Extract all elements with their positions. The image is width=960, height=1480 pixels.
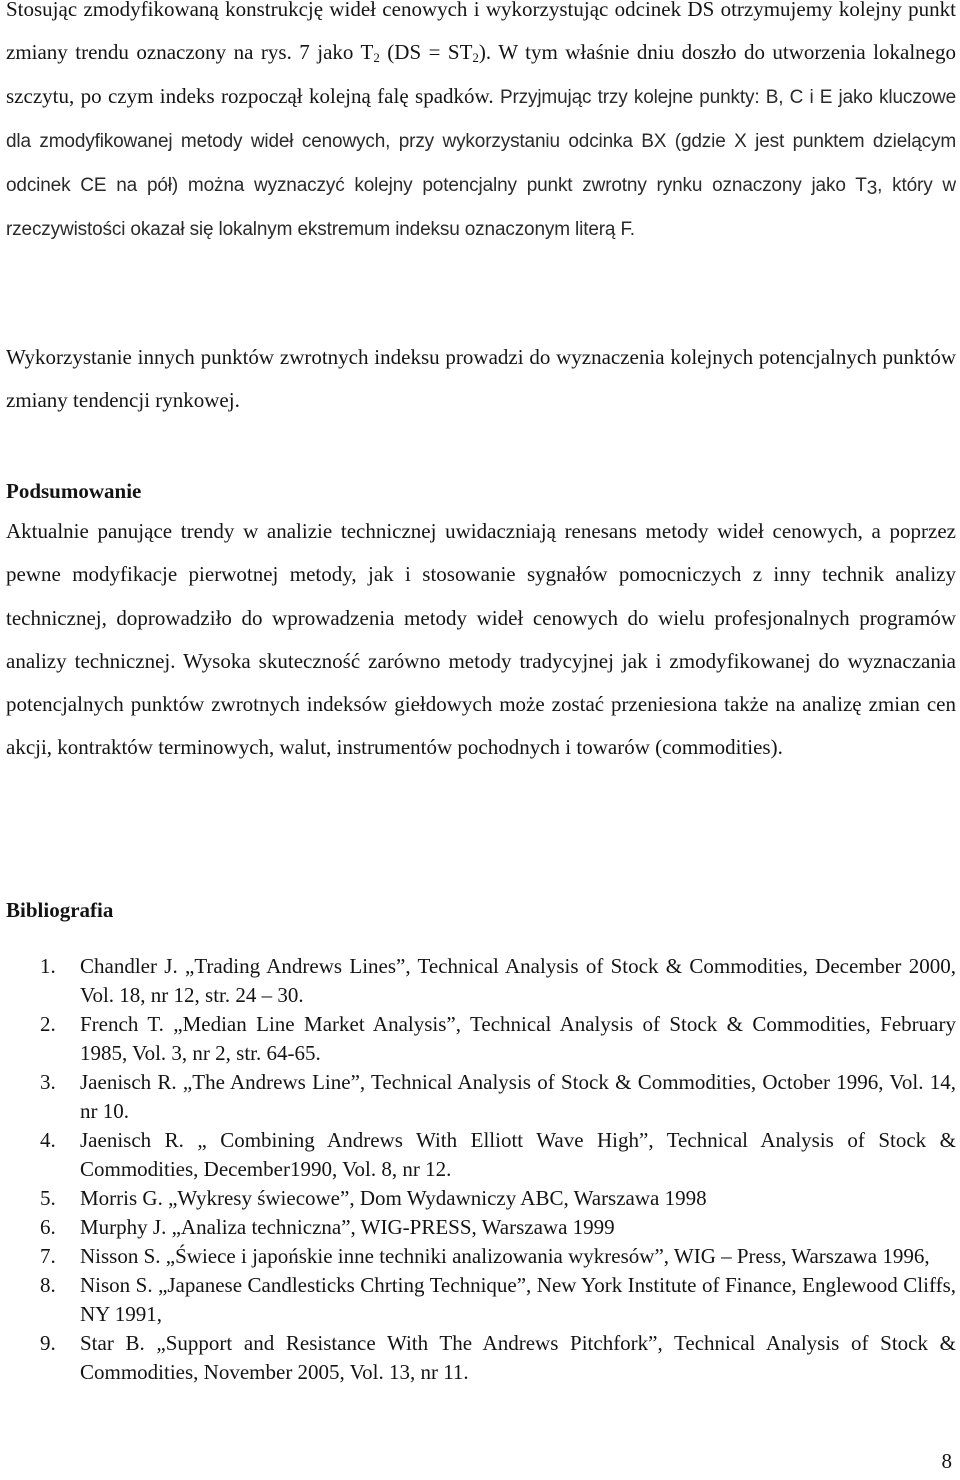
bibliography-item-number: 2. — [40, 1012, 56, 1036]
bibliography-item-text: Jaenisch R. „The Andrews Line”, Technical Analysis of Stock & Commodities, October 1996, Vol. 14, nr 10. — [80, 1070, 956, 1123]
bibliography-heading: Bibliografia — [6, 898, 114, 922]
bibliography-item-number: 5. — [40, 1186, 56, 1210]
paragraph-text-part: Stosując zmodyfikowaną konstrukcję wideł cenowych i wykorzystując odcinek DS otrzymujemy kolejny punkt zmiany trendu oznaczony na rys. 7 jako T — [6, 0, 956, 65]
bibliography-list — [0, 952, 960, 1387]
bibliography-item-text: French T. „Median Line Market Analysis”, Technical Analysis of Stock & Commodities, February 1985, Vol. 3, nr 2, str. 64-65. — [80, 1012, 956, 1065]
bibliography-item-text: Nison S. „Japanese Candlesticks Chrting Technique”, New York Institute of Finance, Englewood Cliffs, NY 1991, — [80, 1273, 956, 1326]
subscript: 3 — [866, 178, 878, 200]
bibliography-item-number: 7. — [40, 1244, 56, 1268]
bibliography-item-number: 6. — [40, 1215, 56, 1239]
bibliography-item-number: 1. — [40, 954, 56, 978]
subscript: 2 — [373, 50, 380, 66]
bibliography-item — [0, 1329, 960, 1387]
paragraph-text: Wykorzystanie innych punktów zwrotnych indeksu prowadzi do wyznaczenia kolejnych potencjalnych punktów zmiany tendencji rynkowej. — [6, 345, 956, 413]
paragraph-other-turning-points — [6, 336, 956, 423]
summary-paragraph — [6, 510, 956, 770]
bibliography-item-text: Star B. „Support and Resistance With The Andrews Pitchfork”, Technical Analysis of Stock & Commodities, November 2005, Vol. 13, nr 11. — [80, 1331, 956, 1384]
bibliography-item-text: Morris G. „Wykresy świecowe”, Dom Wydawniczy ABC, Warszawa 1998 — [80, 1186, 707, 1210]
bibliography-item-text: Nisson S. „Świece i japońskie inne techniki analizowania wykresów”, WIG – Press, Warszawa 1996, — [80, 1244, 930, 1268]
bibliography-item — [0, 1126, 960, 1184]
bibliography-item — [0, 1010, 960, 1068]
bibliography-item-text: Chandler J. „Trading Andrews Lines”, Technical Analysis of Stock & Commodities, December 2000, Vol. 18, nr 12, str. 24 – 30. — [80, 954, 956, 1007]
paragraph-text-part: (DS = ST — [379, 40, 473, 65]
bibliography-item-number: 3. — [40, 1070, 56, 1094]
paragraph-modified-pitchfork — [6, 0, 956, 252]
bibliography-item — [0, 1068, 960, 1126]
bibliography-item-number: 4. — [40, 1128, 56, 1152]
paragraph-text-part: , który w rzeczywistości okazał się lokalnym ekstremum indeksu oznaczonym literą F. — [6, 175, 956, 241]
bibliography-item — [0, 1271, 960, 1329]
bibliography-item-text: Murphy J. „Analiza techniczna”, WIG-PRESS, Warszawa 1999 — [80, 1215, 615, 1239]
summary-heading: Podsumowanie — [6, 479, 142, 503]
bibliography-item-text: Jaenisch R. „ Combining Andrews With Elliott Wave High”, Technical Analysis of Stock & Commodities, December1990, Vol. 8, nr 12. — [80, 1128, 956, 1181]
paragraph-text-part: Przyjmując trzy kolejne punkty: B, C i E jako kluczowe dla zmodyfikowanej metody wideł cenowych, przy wykorzystaniu odcinka BX (gdzie X jest punktem dzielącym odcinek CE na pół) można wyznaczyć kolejny potencjalny punkt zwrotny rynku oznaczony jako T — [6, 86, 956, 197]
bibliography-item — [0, 952, 960, 1010]
subscript: 2 — [472, 50, 479, 66]
bibliography-item — [0, 1184, 960, 1213]
paragraph-text: Aktualnie panujące trendy w analizie technicznej uwidaczniają renesans metody wideł cenowych, a poprzez pewne modyfikacje pierwotnej metody, jak i stosowanie sygnałów pomocniczych z inny technik analizy technicznej, doprowadziło do wprowadzenia metody wideł cenowych do wielu profesjonalnych programów analizy technicznej. Wysoka skuteczność zarówno metody tradycyjnej jak i zmodyfikowanej do wyznaczania potencjalnych punktów zwrotnych indeksów giełdowych może zostać przeniesiona także na analizę zmian cen akcji, kontraktów terminowych, walut, instrumentów pochodnych i towarów (commodities). — [6, 519, 956, 760]
bibliography-item-number: 8. — [40, 1273, 56, 1297]
bibliography-item-number: 9. — [40, 1331, 56, 1355]
bibliography-item — [0, 1213, 960, 1242]
bibliography-item — [0, 1242, 960, 1271]
page-number: 8 — [941, 1449, 952, 1473]
paragraph-text-part: ). W tym właśnie dniu doszło do utworzenia lokalnego szczytu, po czym indeks rozpoczął kolejną falę spadków. — [6, 40, 956, 108]
